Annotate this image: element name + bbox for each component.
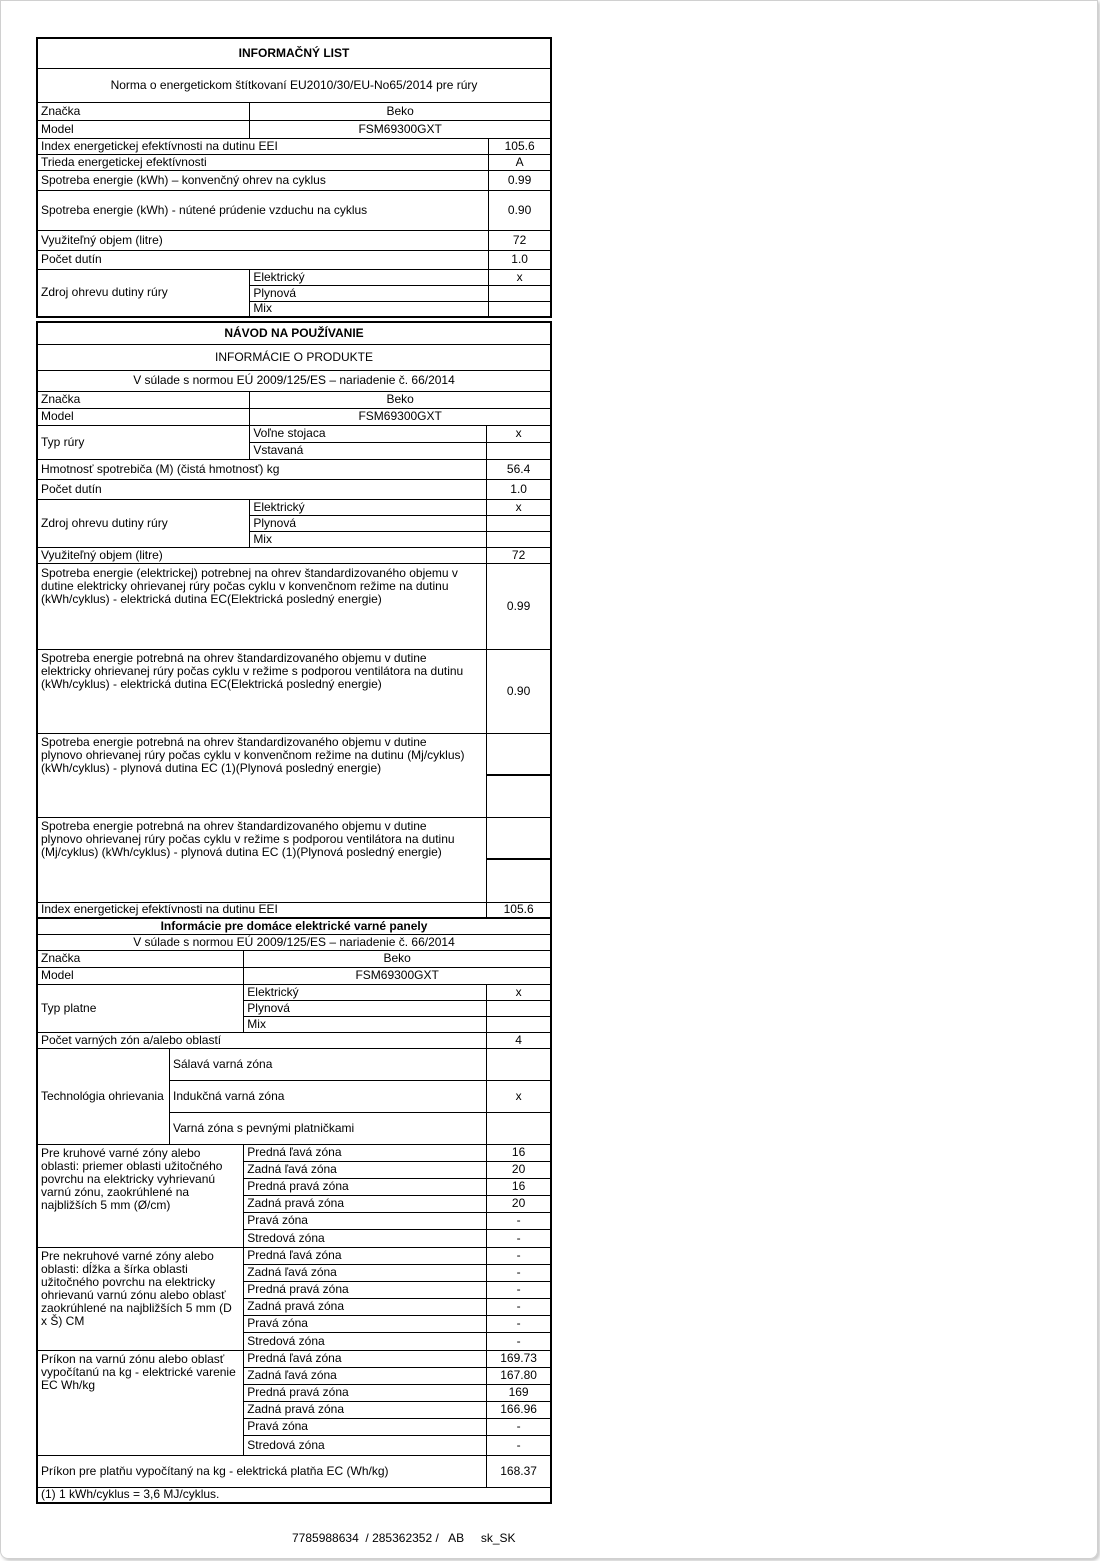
hob-model-value: FSM69300GXT <box>244 967 551 984</box>
round-zone-rear-left-value: 20 <box>487 1161 551 1178</box>
round-zone-front-left: Predná ľavá zóna <box>244 1144 487 1161</box>
model-label: Model <box>37 120 250 138</box>
hob-brand-value: Beko <box>244 950 551 967</box>
power-zone-front-left-value: 169.73 <box>487 1350 551 1367</box>
manual-volume-label: Využiteľný objem (litre) <box>37 547 487 563</box>
round-zone-center: Stredová zóna <box>244 1229 487 1247</box>
consumption-gas-fan-value-2 <box>487 859 551 902</box>
round-zone-right: Pravá zóna <box>244 1212 487 1229</box>
manual-volume-value: 72 <box>487 547 551 563</box>
oven-type-freestanding: Voľne stojaca <box>250 425 487 442</box>
consumption-electric-conventional-value: 0.99 <box>487 563 551 649</box>
plate-power-label: Príkon pre platňu vypočítaný na kg - elektrická platňa EC (Wh/kg) <box>37 1455 487 1487</box>
tech-radiant: Sálavá varná zóna <box>170 1048 487 1080</box>
manual-title: NÁVOD NA POUŽÍVANIE <box>37 322 551 344</box>
heat-source-mix: Mix <box>250 301 489 317</box>
heat-source-mix-value <box>489 301 551 317</box>
document-sheet <box>36 37 552 1504</box>
cavities-value: 1.0 <box>489 250 551 269</box>
heat-source-gas-value <box>489 285 551 301</box>
plate-type-electric-value: x <box>487 984 551 1000</box>
zones-count-value: 4 <box>487 1032 551 1048</box>
consumption-electric-fan-label: Spotreba energie potrebná na ohrev štandardizovaného objemu v dutine elektricky ohrievanej rúry počas cyklu v režime s podporou ventilátora na dutinu (kWh/cyklus) - elektrická dutina EC(Elektrická posledný energie) <box>37 649 487 733</box>
manual-heat-source-mix-value <box>487 531 551 547</box>
manual-norm: V súlade s normou EÚ 2009/125/ES – nariadenie č. 66/2014 <box>37 370 551 391</box>
nonround-zone-center-value: - <box>487 1332 551 1350</box>
power-zone-right: Pravá zóna <box>244 1418 487 1435</box>
consumption-electric-conventional-label: Spotreba energie (elektrickej) potrebnej na ohrev štandardizovaného objemu v dutine elektricky ohrievanej rúry počas cyklu v konvenčnom režime na dutinu (kWh/cyklus) - elektrická dutina EC(Elektrická posledný energie) <box>37 563 487 649</box>
power-zone-rear-left: Zadná ľavá zóna <box>244 1367 487 1384</box>
nonround-zone-front-left-value: - <box>487 1247 551 1264</box>
consumption-gas-conventional-value-2 <box>487 775 551 817</box>
round-zone-right-value: - <box>487 1212 551 1229</box>
round-zone-front-left-value: 16 <box>487 1144 551 1161</box>
power-zone-rear-left-value: 167.80 <box>487 1367 551 1384</box>
power-zone-right-value: - <box>487 1418 551 1435</box>
plate-type-label: Typ platne <box>37 984 244 1032</box>
nonround-zones-label: Pre nekruhové varné zóny alebo oblasti: dĺžka a šírka oblasti užitočného povrchu na elektricky ohrievanú varnú zónu alebo oblasť zaokrúhlené na najbližších 5 mm (D x Š) CM <box>37 1247 244 1350</box>
heating-technology-label: Technológia ohrievania <box>37 1048 170 1144</box>
plate-power-value: 168.37 <box>487 1455 551 1487</box>
manual-cavities-label: Počet dutín <box>37 479 487 499</box>
hob-title: Informácie pre domáce elektrické varné panely <box>37 918 551 934</box>
mass-label: Hmotnosť spotrebiča (M) (čistá hmotnosť) kg <box>37 459 487 479</box>
oven-type-built-in: Vstavaná <box>250 442 487 459</box>
manual-subtitle: INFORMÁCIE O PRODUKTE <box>37 344 551 370</box>
eei-value: 105.6 <box>489 138 551 154</box>
power-zone-center: Stredová zóna <box>244 1435 487 1455</box>
round-zone-rear-right: Zadná pravá zóna <box>244 1195 487 1212</box>
manual-brand-label: Značka <box>37 391 250 408</box>
oven-type-built-in-value <box>487 442 551 459</box>
round-zones-label: Pre kruhové varné zóny alebo oblasti: priemer oblasti užitočného povrchu na elektricky vyhrievanú varnú zónu, zaokrúhlené na najbližších 5 mm (Ø/cm) <box>37 1144 244 1247</box>
heat-source-electric-value: x <box>489 269 551 285</box>
consumption-forced-air-value: 0.90 <box>489 190 551 230</box>
zones-count-label: Počet varných zón a/alebo oblastí <box>37 1032 487 1048</box>
power-zone-rear-right: Zadná pravá zóna <box>244 1401 487 1418</box>
consumption-forced-air-label: Spotreba energie (kWh) - nútené prúdenie vzduchu na cyklus <box>37 190 489 230</box>
cavities-label: Počet dutín <box>37 250 489 269</box>
manual-eei-label: Index energetickej efektívnosti na dutinu EEI <box>37 902 487 918</box>
round-zone-front-right: Predná pravá zóna <box>244 1178 487 1195</box>
nonround-zone-front-right: Predná pravá zóna <box>244 1281 487 1298</box>
round-zone-front-right-value: 16 <box>487 1178 551 1195</box>
consumption-gas-conventional-label: Spotreba energie potrebná na ohrev štandardizovaného objemu v dutine plynovo ohrievanej rúry počas cyklu v konvenčnom režime na dutinu (Mj/cyklus) (kWh/cyklus) - plynová dutina EC (1)(Plynová posledný energie) <box>37 733 487 817</box>
consumption-gas-conventional-value-1 <box>487 733 551 775</box>
oven-type-label: Typ rúry <box>37 425 250 459</box>
consumption-conventional-label: Spotreba energie (kWh) – konvenčný ohrev na cyklus <box>37 170 489 190</box>
nonround-zone-center: Stredová zóna <box>244 1332 487 1350</box>
info-list-norm: Norma o energetickom štítkovaní EU2010/30/EU-No65/2014 pre rúry <box>37 68 551 102</box>
oven-type-freestanding-value: x <box>487 425 551 442</box>
manual-heat-source-gas-value <box>487 515 551 531</box>
heat-source-label: Zdroj ohrevu dutiny rúry <box>37 269 250 317</box>
power-zone-front-right-value: 169 <box>487 1384 551 1401</box>
volume-value: 72 <box>489 230 551 250</box>
footnote: (1) 1 kWh/cyklus = 3,6 MJ/cyklus. <box>37 1487 551 1503</box>
nonround-zone-rear-left-value: - <box>487 1264 551 1281</box>
info-list-title: INFORMAČNÝ LIST <box>37 38 551 68</box>
manual-model-label: Model <box>37 408 250 425</box>
tech-solid-plate-value <box>487 1112 551 1144</box>
eei-label: Index energetickej efektívnosti na dutinu EEI <box>37 138 489 154</box>
plate-type-gas: Plynová <box>244 1000 487 1016</box>
manual-heat-source-electric-value: x <box>487 499 551 515</box>
manual-model-value: FSM69300GXT <box>250 408 551 425</box>
manual-eei-value: 105.6 <box>487 902 551 918</box>
power-zone-front-left: Predná ľavá zóna <box>244 1350 487 1367</box>
consumption-electric-fan-value: 0.90 <box>487 649 551 733</box>
power-zones-label: Príkon na varnú zónu alebo oblasť vypočítanú na kg - elektrické varenie EC Wh/kg <box>37 1350 244 1455</box>
plate-type-electric: Elektrický <box>244 984 487 1000</box>
heat-source-gas: Plynová <box>250 285 489 301</box>
hob-brand-label: Značka <box>37 950 244 967</box>
nonround-zone-right: Pravá zóna <box>244 1315 487 1332</box>
document-code: 7785988634 / 285362352 / AB sk_SK <box>292 1531 516 1545</box>
model-value: FSM69300GXT <box>250 120 551 138</box>
round-zone-center-value: - <box>487 1229 551 1247</box>
plate-type-mix-value <box>487 1016 551 1032</box>
plate-type-mix: Mix <box>244 1016 487 1032</box>
volume-label: Využiteľný objem (litre) <box>37 230 489 250</box>
hob-table <box>36 917 552 1504</box>
consumption-gas-fan-label: Spotreba energie potrebná na ohrev štandardizovaného objemu v dutine plynovo ohrievanej rúry počas cyklu v režime s podporou ventilátora na dutinu (Mj/cyklus) (kWh/cyklus) - plynová dutina EC (1)(Plynová posledný energie) <box>37 817 487 902</box>
hob-model-label: Model <box>37 967 244 984</box>
nonround-zone-front-left: Predná ľavá zóna <box>244 1247 487 1264</box>
consumption-gas-fan-value-1 <box>487 817 551 859</box>
tech-induction-value: x <box>487 1080 551 1112</box>
efficiency-class-value: A <box>489 154 551 170</box>
manual-cavities-value: 1.0 <box>487 479 551 499</box>
nonround-zone-rear-right: Zadná pravá zóna <box>244 1298 487 1315</box>
efficiency-class-label: Trieda energetickej efektívnosti <box>37 154 489 170</box>
manual-brand-value: Beko <box>250 391 551 408</box>
tech-radiant-value <box>487 1048 551 1080</box>
manual-heat-source-gas: Plynová <box>250 515 487 531</box>
brand-value: Beko <box>250 102 551 120</box>
brand-label: Značka <box>37 102 250 120</box>
manual-heat-source-electric: Elektrický <box>250 499 487 515</box>
manual-heat-source-mix: Mix <box>250 531 487 547</box>
power-zone-center-value: - <box>487 1435 551 1455</box>
info-list-table <box>36 37 552 318</box>
power-zone-rear-right-value: 166.96 <box>487 1401 551 1418</box>
tech-induction: Indukčná varná zóna <box>170 1080 487 1112</box>
heat-source-electric: Elektrický <box>250 269 489 285</box>
nonround-zone-front-right-value: - <box>487 1281 551 1298</box>
tech-solid-plate: Varná zóna s pevnými platničkami <box>170 1112 487 1144</box>
hob-norm: V súlade s normou EÚ 2009/125/ES – nariadenie č. 66/2014 <box>37 934 551 950</box>
power-zone-front-right: Predná pravá zóna <box>244 1384 487 1401</box>
plate-type-gas-value <box>487 1000 551 1016</box>
mass-value: 56.4 <box>487 459 551 479</box>
consumption-conventional-value: 0.99 <box>489 170 551 190</box>
manual-heat-source-label: Zdroj ohrevu dutiny rúry <box>37 499 250 547</box>
round-zone-rear-left: Zadná ľavá zóna <box>244 1161 487 1178</box>
round-zone-rear-right-value: 20 <box>487 1195 551 1212</box>
nonround-zone-rear-left: Zadná ľavá zóna <box>244 1264 487 1281</box>
manual-table <box>36 321 552 919</box>
nonround-zone-right-value: - <box>487 1315 551 1332</box>
nonround-zone-rear-right-value: - <box>487 1298 551 1315</box>
